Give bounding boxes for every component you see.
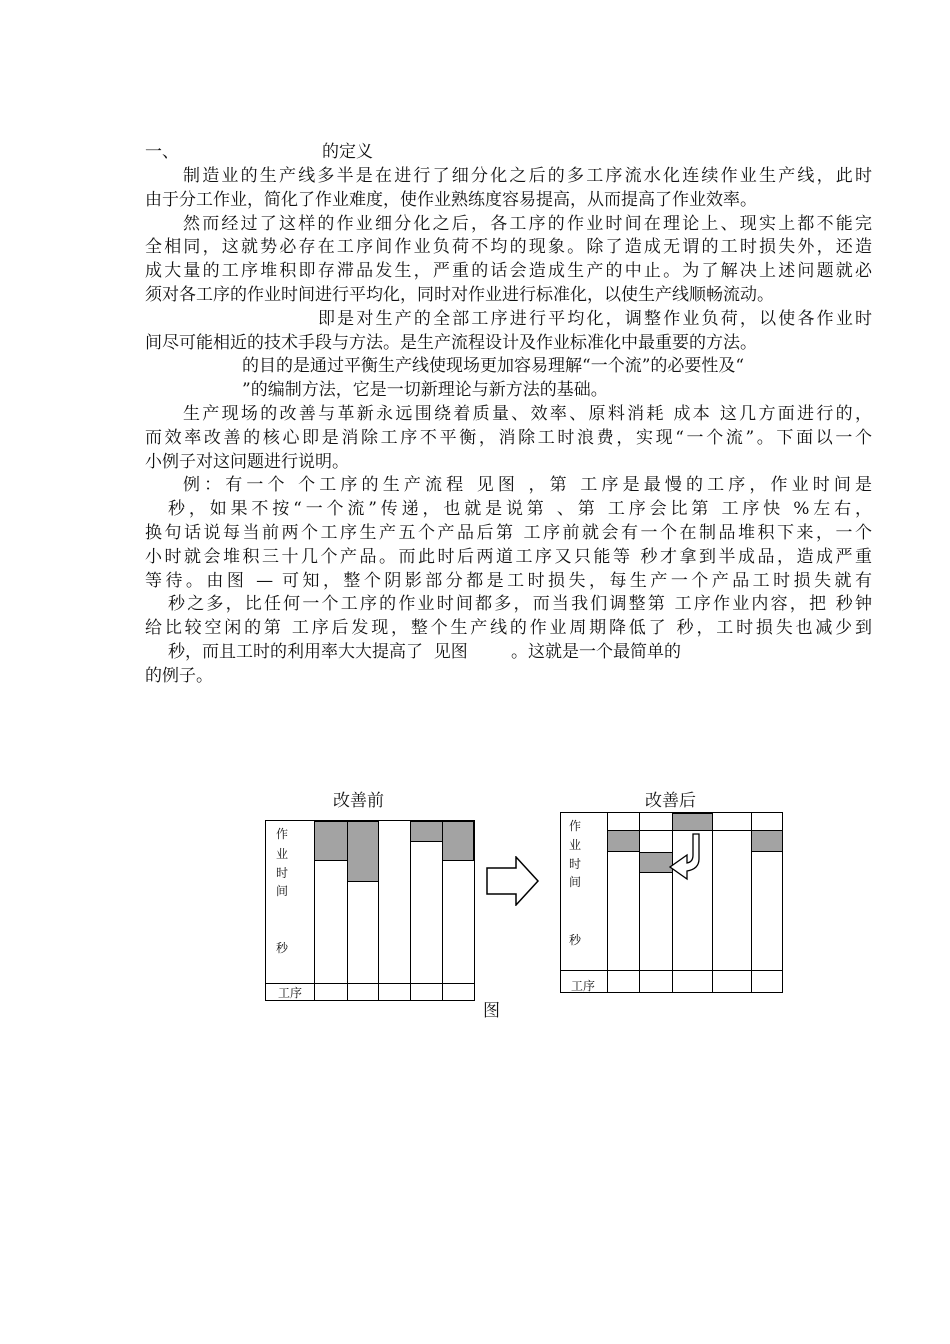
ylabel-char: 作 [569, 819, 582, 833]
section-title: 的定义 [322, 142, 373, 162]
figure-caption: 图 [483, 1001, 500, 1021]
before-xlabel: 工序 [278, 986, 303, 1000]
body-line: 全相同，这就势必存在工序间作业负荷不均的现象。除了造成无谓的工时损失外，还造 [145, 237, 872, 258]
body-line: 给比较空闲的第 工序后发现，整个生产线的作业周期降低了 秒，工时损失也减少到 [145, 618, 872, 639]
body-line: 而效率改善的核心即是消除工序不平衡，消除工时浪费，实现“一个流”。下面以一个 [145, 427, 872, 448]
body-line: 秒，如果不按“一个流”传递，也就是说第 、第 工序会比第 工序快 %左右， [168, 499, 872, 520]
body-line: 的目的是通过平衡生产线使现场更加容易理解“一个流”的必要性及“ [242, 356, 745, 377]
body-line: 例：有一个 个工序的生产流程 见图 ，第 工序是最慢的工序，作业时间是 [183, 475, 872, 496]
ylabel-char: 时 [569, 857, 582, 871]
idle-block [347, 821, 379, 882]
before-chart [265, 820, 475, 1001]
body-line: 制造业的生产线多半是在进行了细分化之后的多工序流水化连续作业生产线，此时 [183, 166, 872, 186]
before-ylabel [276, 827, 292, 902]
ylabel-char: 作 [276, 827, 289, 841]
body-line: 间尽可能相近的技术手段与方法。是生产流程设计及作业标准化中最重要的方法。 [145, 332, 757, 353]
before-ylabel-unit: 秒 [276, 941, 289, 955]
body-line: 即是对生产的全部工序进行平均化，调整作业负荷，以使各作业时 [318, 308, 872, 329]
body-line: 成大量的工序堆积即存滞品发生，严重的话会造成生产的中止。为了解决上述问题就必 [145, 261, 872, 282]
body-line: 须对各工序的作业时间进行平均化，同时对作业进行标准化，以使生产线顺畅流动。 [145, 285, 774, 305]
idle-block [607, 830, 640, 852]
body-line: 秒之多，比任何一个工序的作业时间都多，而当我们调整第 工序作业内容，把 秒钟 [168, 594, 872, 615]
after-title: 改善后 [645, 791, 696, 811]
body-line: 由于分工作业，简化了作业难度，使作业熟练度容易提高，从而提高了作业效率。 [145, 189, 757, 210]
idle-block [442, 821, 474, 861]
body-line: 生产现场的改善与革新永远围绕着质量、效率、原料消耗 成本 这几方面进行的， [183, 404, 872, 424]
ylabel-char: 业 [276, 847, 289, 861]
column-divider [410, 821, 411, 1000]
ylabel-char: 业 [569, 838, 582, 852]
idle-block [672, 813, 713, 831]
right-arrow-icon [486, 856, 540, 906]
body-line: 等待。由图 — 可知，整个阴影部分都是工时损失，每生产一个产品工时损失就有 [145, 570, 872, 591]
body-line: 换句话说每当前两个工序生产五个产品后第 工序前就会有一个在制品堆积下来，一个 [145, 523, 872, 543]
column-divider [712, 813, 713, 992]
curved-arrow-icon [667, 833, 701, 881]
after-xlabel: 工序 [571, 979, 596, 993]
ylabel-char: 时 [276, 866, 289, 880]
after-ylabel-unit: 秒 [569, 933, 582, 947]
ylabel-char: 间 [569, 875, 582, 889]
body-line: 的例子。 [145, 665, 213, 686]
ylabel-char: 间 [276, 884, 289, 898]
body-line: ”的编制方法，它是一切新理论与新方法的基础。 [242, 380, 608, 401]
body-line: 然而经过了这样的作业细分化之后，各工序的作业时间在理论上、现实上都不能完 [183, 213, 872, 234]
idle-block [410, 821, 443, 842]
section-number: 一、 [145, 142, 179, 162]
idle-block [314, 821, 348, 861]
idle-block [751, 830, 783, 852]
after-ylabel [569, 819, 585, 893]
body-line: 小时就会堆积三十几个产品。而此时后两道工序又只能等 秒才拿到半成品，造成严重 [145, 546, 872, 567]
after-chart [560, 812, 783, 993]
body-line: 秒，而且工时的利用率大大提高了 见图 。这就是一个最简单的 [168, 642, 682, 662]
before-title: 改善前 [333, 791, 384, 811]
body-line: 小例子对这问题进行说明。 [145, 451, 349, 472]
